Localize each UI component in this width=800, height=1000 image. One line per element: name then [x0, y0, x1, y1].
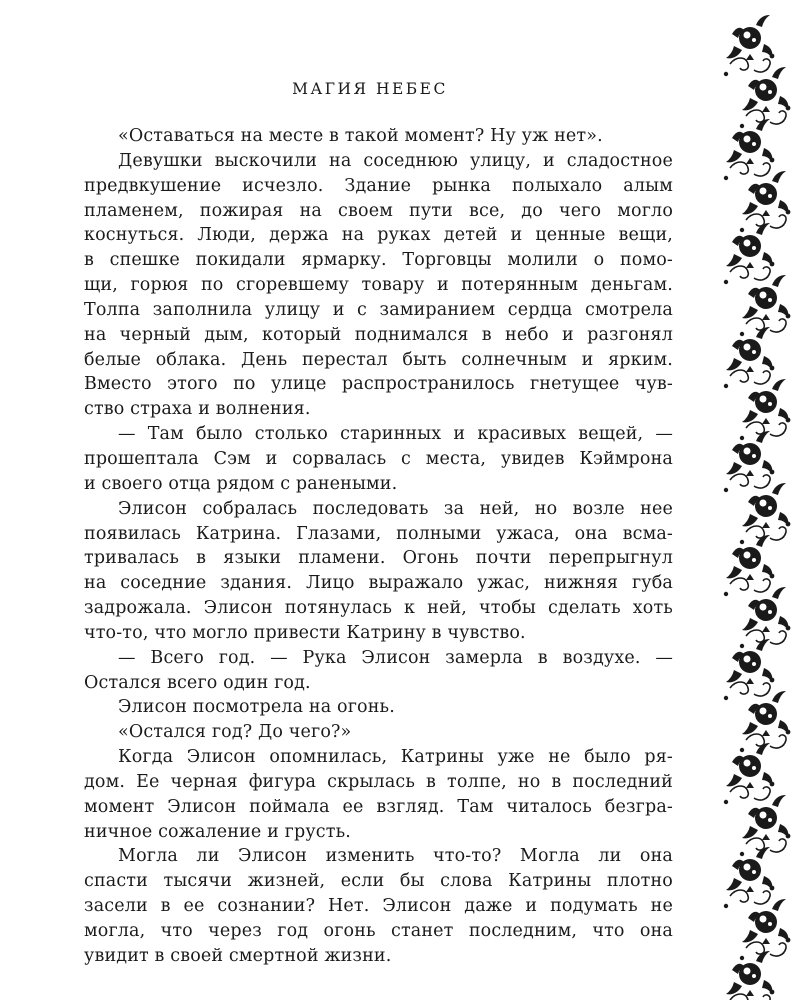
text-line: и своего отца рядом с ранеными.	[84, 473, 398, 494]
text-line: предвкушение исчезло. Здание рынка полыхало алым	[84, 175, 673, 196]
text-line: Девушки выскочили на соседнюю улицу, и сладостное	[118, 150, 673, 171]
flourish-motif	[724, 327, 775, 388]
text-line: — Всего год. — Рука Элисон замерла в воздухе. —	[118, 647, 673, 668]
text-line: Когда Элисон опомнилась, Катрины уже не было ря-	[118, 747, 673, 768]
flourish-motif	[740, 275, 791, 336]
flourish-motif	[740, 171, 791, 232]
text-line: появилась Катрина. Глазами, полными ужаса, она всма-	[84, 523, 673, 544]
running-title: МАГИЯ НЕБЕС	[292, 80, 448, 98]
text-line: могла, что через год огонь станет последним, что она	[84, 921, 673, 941]
text-line: «Оставаться на месте в такой момент? Ну уж нет».	[118, 126, 603, 146]
text-line: на черный дым, который поднимался в небо и разгонял	[84, 324, 673, 345]
body-text	[84, 124, 673, 969]
text-line: тривалась в языки пламени. Огонь почти перепрыгнул	[84, 548, 673, 569]
text-line: Элисон собралась последовать за ней, но возле нее	[118, 498, 673, 519]
flourish-motif	[724, 223, 775, 284]
text-line: спасти тысячи жизней, если бы слова Катрины плотно	[84, 871, 673, 892]
text-line: в спешке покидали ярмарку. Торговцы молили о помо-	[84, 250, 673, 271]
flourish-motif	[724, 639, 775, 700]
flourish-motif	[740, 899, 791, 960]
text-line: дом. Ее черная фигура скрылась в толпе, но в последний	[84, 771, 673, 792]
flourish-motif	[740, 691, 791, 752]
text-line: коснуться. Люди, держа на руках детей и ценные вещи,	[84, 225, 673, 246]
text-line: засели в ее сознании? Нет. Элисон даже и подумать не	[84, 896, 673, 917]
flourish-motif	[740, 379, 791, 440]
flourish-motif	[724, 119, 775, 180]
text-line: увидит в своей смертной жизни.	[84, 945, 392, 966]
flourish-motif	[724, 951, 775, 1000]
flourish-motif	[724, 743, 775, 804]
ornamental-border	[712, 0, 800, 1000]
text-line: ство страха и волнения.	[84, 399, 311, 420]
flourish-motif	[740, 795, 791, 856]
flourish-motif	[740, 483, 791, 544]
text-line: щи, горюя по сгоревшему товару и потерянным деньгам.	[84, 275, 673, 296]
flourish-motif	[724, 535, 775, 596]
text-line: на соседние здания. Лицо выражало ужас, нижняя губа	[84, 573, 673, 594]
flourish-motif	[724, 431, 775, 492]
flourish-motif	[740, 67, 791, 128]
text-line: «Остался год? До чего?»	[118, 722, 352, 743]
text-line: Элисон посмотрела на огонь.	[118, 697, 395, 718]
text-line: задрожала. Элисон потянулась к ней, чтобы сделать хоть	[84, 598, 673, 619]
text-line: Вместо этого по улице распространилось гнетущее чув-	[84, 374, 673, 395]
text-line: момент Элисон поймала ее взгляд. Там читалось безгра-	[84, 796, 673, 817]
text-line: — Там было столько старинных и красивых вещей, —	[118, 424, 673, 445]
text-line: Толпа заполнила улицу и с замиранием сердца смотрела	[84, 299, 673, 320]
text-line: что-то, что могло привести Катрину в чувство.	[84, 622, 526, 643]
text-line: пламенем, пожирая на своем пути все, до чего могло	[84, 200, 673, 221]
text-line: Могла ли Элисон изменить что-то? Могла ли она	[118, 846, 673, 867]
ornamental-flourish-icon	[712, 0, 800, 1000]
text-line: прошептала Сэм и сорвалась с места, увидев Кэймрона	[84, 448, 673, 469]
text-line: Остался всего один год.	[84, 672, 311, 693]
text-line: ничное сожаление и грусть.	[84, 821, 351, 842]
flourish-motif	[740, 587, 791, 648]
text-line: белые облака. День перестал быть солнечным и ярким.	[84, 349, 673, 370]
flourish-motif	[724, 15, 775, 76]
flourish-motif	[724, 847, 775, 908]
